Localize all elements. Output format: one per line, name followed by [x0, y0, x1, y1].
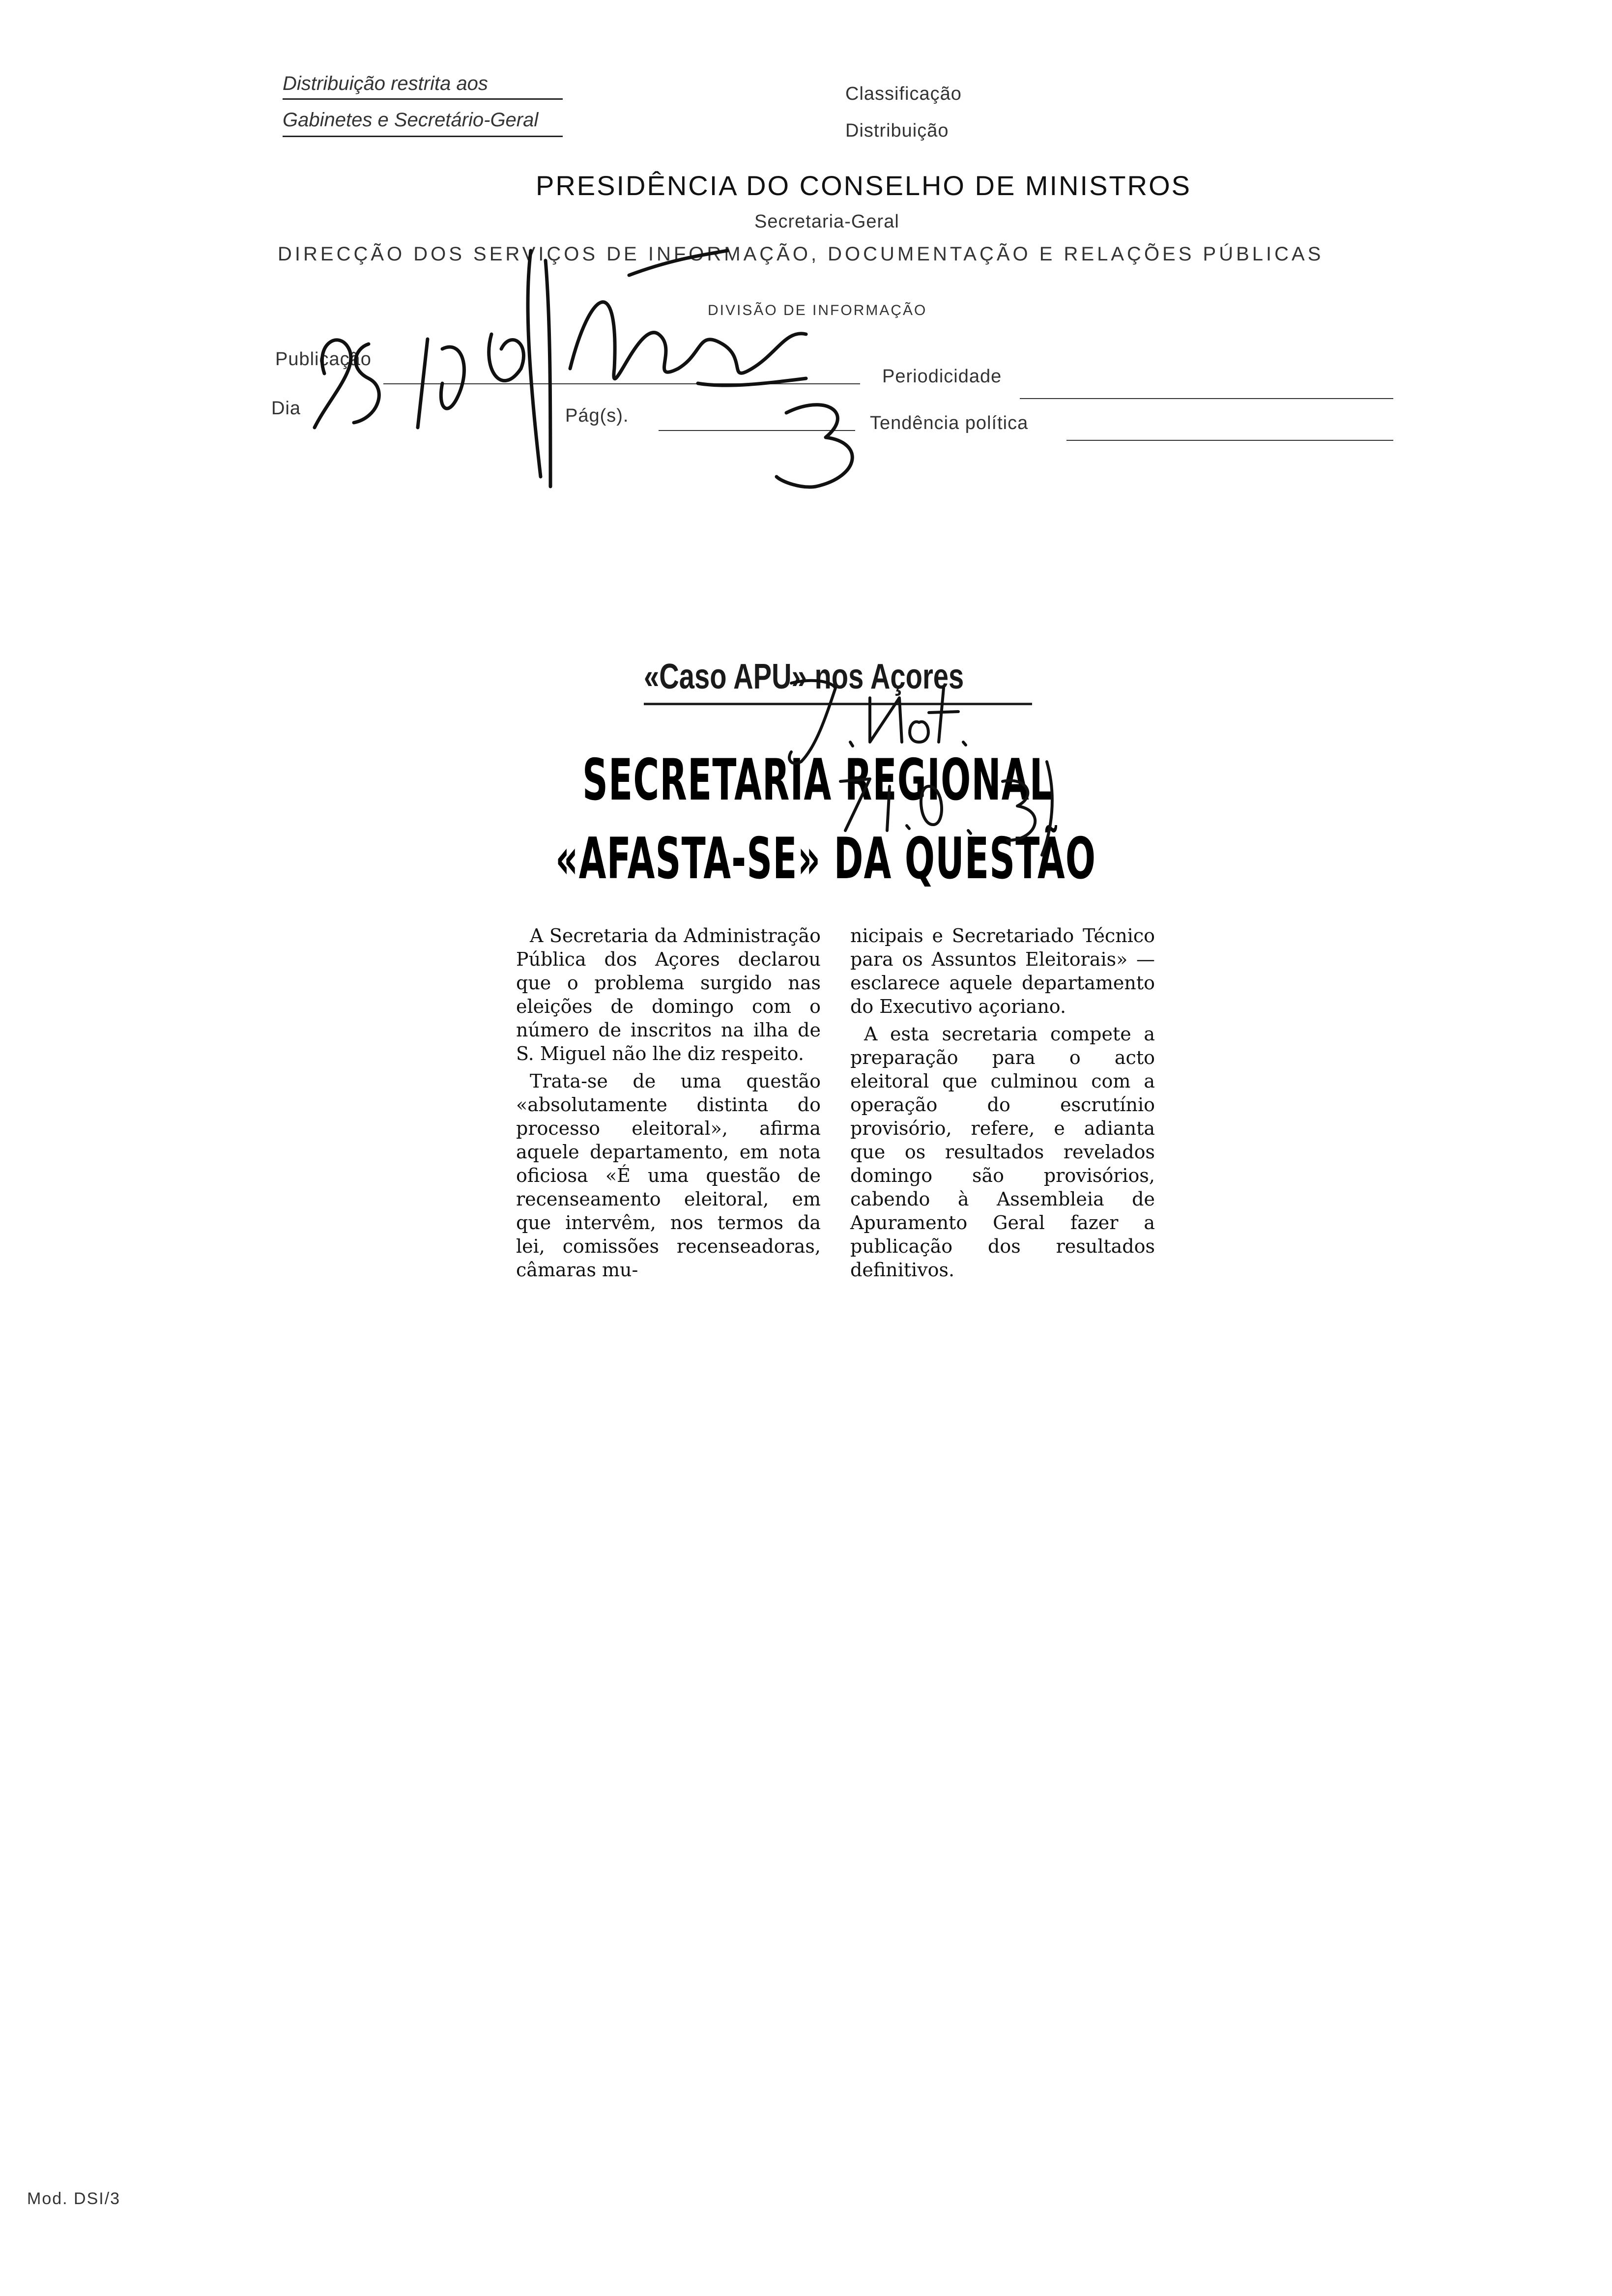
handwritten-annotation [772, 668, 1076, 880]
underline-rule [283, 136, 563, 137]
tendencia-label: Tendência política [870, 413, 1029, 433]
direccao-title: DIRECÇÃO DOS SERVIÇOS DE INFORMAÇÃO, DOCUMENTAÇÃO E RELAÇÕES PÚBLICAS [278, 243, 1324, 265]
divisao-label: DIVISÃO DE INFORMAÇÃO [708, 302, 927, 318]
article-paragraph: nicipais e Secretariado Técnico para os Assuntos Eleitorais» — esclarece aquele departamento do Executivo açoriano. [850, 925, 1155, 1017]
article-headline-line2: «AFASTA-SE» DA QUESTÃO [555, 826, 1096, 892]
form-model-code: Mod. DSI/3 [27, 2189, 121, 2208]
secretaria-geral-label: Secretaria-Geral [754, 211, 899, 232]
article-column-1 [516, 924, 821, 1286]
handwritten-annotation [295, 221, 914, 496]
restricted-distribution-line1: Distribuição restrita aos [283, 73, 488, 94]
article-paragraph: A Secretaria da Administração Pública dos Açores declarou que o problema surgido nas eleições de domingo com o número de inscritos na ilha de S. Miguel não lhe diz respeito. [516, 925, 821, 1064]
distribuicao-label: Distribuição [845, 120, 949, 141]
underline-rule [283, 98, 563, 100]
presidency-title: PRESIDÊNCIA DO CONSELHO DE MINISTROS [536, 170, 1191, 201]
article-kicker: «Caso APU» nos Açores [644, 657, 964, 696]
publicacao-label: Publicação [275, 349, 372, 370]
newspaper-clipping [516, 639, 1170, 1322]
periodicidade-label: Periodicidade [882, 366, 1002, 387]
pags-label: Pág(s). [565, 405, 629, 426]
dia-label: Dia [271, 398, 301, 419]
classificacao-label: Classificação [845, 84, 962, 104]
article-headline-line1: SECRETARIA REGIONAL [582, 747, 1053, 813]
article-paragraph: Trata-se de uma questão «absolutamente distinta do processo eleitoral», afirma aquele departamento, em nota oficiosa «É uma questão de recenseamento eleitoral, em que intervêm, nos termos da lei, comissões recenseadoras, câmaras mu- [516, 1070, 821, 1281]
periodicidade-field-line [1020, 398, 1393, 399]
tendencia-field-line [1066, 440, 1393, 441]
article-column-2 [850, 924, 1155, 1286]
article-paragraph: A esta secretaria compete a preparação para o acto eleitoral que culminou com a operação do escrutínio provisório, refere, e adianta que os resultados revelados domingo são provisórios, cabendo à Assembleia de Apuramento Geral fazer a publicação dos resultados definitivos. [850, 1023, 1155, 1281]
restricted-distribution-line2: Gabinetes e Secretário-Geral [283, 109, 539, 131]
